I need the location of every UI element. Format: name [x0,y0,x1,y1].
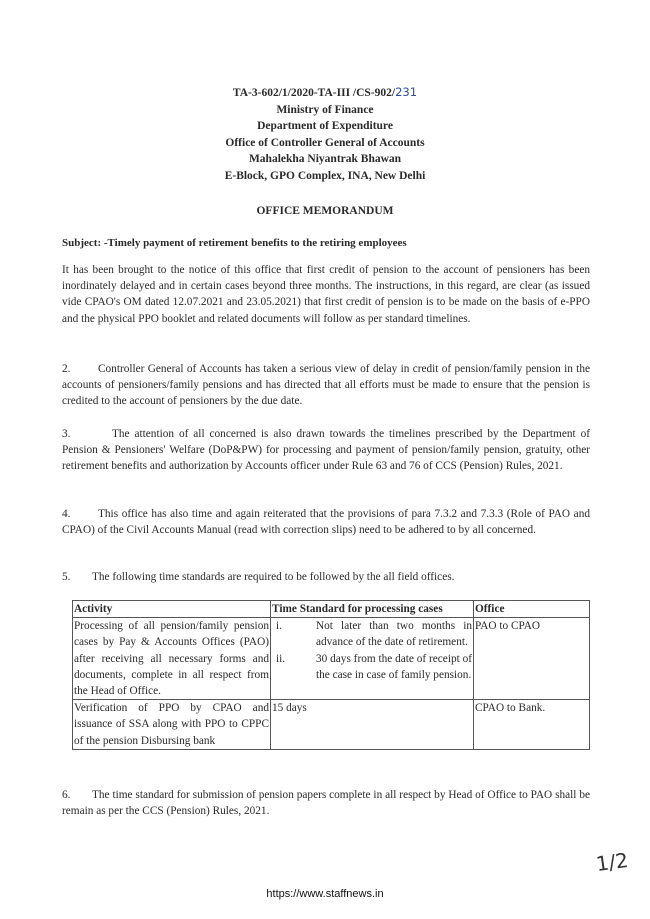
para-text: Controller General of Accounts has taken a serious view of delay in credit of pension/family pension in the accounts of pensioners/family pensions and has directed that all efforts must be made to ensure that the pension is credited to the account of pensioners by the due date. [62,363,590,408]
address: E-Block, GPO Complex, INA, New Delhi [224,169,426,182]
item-number: ii. [276,652,286,665]
handwritten-ref: 231 [395,85,418,99]
department: Department of Expenditure [257,120,393,132]
list-item [272,651,472,683]
paragraph-4 [62,506,590,538]
footer-url[interactable]: https://www.staffnews.in [266,888,384,900]
para-text: The time standard for submission of pension papers complete in all respect by Head of Office to PAO shall be remain as per the CCS (Pension) Rules, 2021. [62,789,590,818]
office: Office of Controller General of Accounts [225,136,425,149]
paragraph-1: It has been brought to the notice of this office that first credit of pension to the account of pensioners has been inordinately delayed and in certain cases beyond three months. The instructions, in this regard, are clear (as issued vide CPAO's OM dated 12.07.2021 and 23.05.2021) that first credit of pension is to be made on the basis of e-PPO and the physical PPO booklet and related documents will follow as per standard timelines. [62,264,590,325]
para-text: The attention of all concerned is also drawn towards the timelines prescribed by the Department of Pension & Pensioners' Welfare (DoP&PW) for processing and payment of pension/family pension, gratuity, other retirement benefits and authorization by Accounts officer under Rule 63 and 76 of CCS (Pension) Rules, 2021. [62,428,590,473]
office-cell: PAO to CPAO [474,618,590,700]
handwritten-page-mark: 1/2 [594,847,630,877]
time-standard-cell [271,618,474,700]
time-standards-table [72,600,590,750]
column-header-activity: Activity [73,601,271,618]
item-text: Not later than two months in advance of the date of retirement. [316,620,472,649]
ref-number-text: TA-3-602/1/2020-TA-III /CS-902/ [232,87,396,99]
item-text: 30 days from the date of receipt of the case in case of family pension. [316,652,472,681]
table-row [73,618,590,700]
paragraph-3 [62,426,590,475]
para-number: 6. [62,789,71,801]
table-row [73,700,590,750]
activity-cell: Processing of all pension/family pension cases by Pay & Accounts Offices (PAO) after receiving all necessary forms and documents, complete in all respect from the Head of Office. [73,618,271,700]
activity-cell: Verification of PPO by CPAO and issuance of SSA along with PPO to CPPC of the pension Disbursing bank [73,700,271,750]
paragraph-2 [62,361,590,410]
para-number: 2. [62,363,71,375]
letterhead [0,84,650,184]
table-header-row [73,601,590,618]
subject-line: Subject: -Timely payment of retirement benefits to the retiring employees [62,237,407,249]
document-title: OFFICE MEMORANDUM [256,205,394,217]
ministry: Ministry of Finance [276,103,374,116]
para-number: 5. [62,571,71,583]
building: Mahalekha Niyantrak Bhawan [248,153,402,165]
paragraph-6 [62,787,590,819]
reference-number [0,84,650,102]
paragraph-5 [62,569,590,585]
column-header-office: Office [474,601,590,618]
office-cell: CPAO to Bank. [474,700,590,750]
para-number: 4. [62,508,71,520]
para-text: The following time standards are required to be followed by the all field offices. [92,571,455,583]
column-header-time-standard: Time Standard for processing cases [271,601,474,618]
para-number: 3. [62,428,71,440]
para-text: This office has also time and again reiterated that the provisions of para 7.3.2 and 7.3.3 (Role of PAO and CPAO) of the Civil Accounts Manual (read with correction slips) need to be adhered to by all concerned. [62,508,590,537]
time-standard-cell: 15 days [271,700,474,750]
list-item [272,618,472,650]
item-number: i. [276,620,282,633]
